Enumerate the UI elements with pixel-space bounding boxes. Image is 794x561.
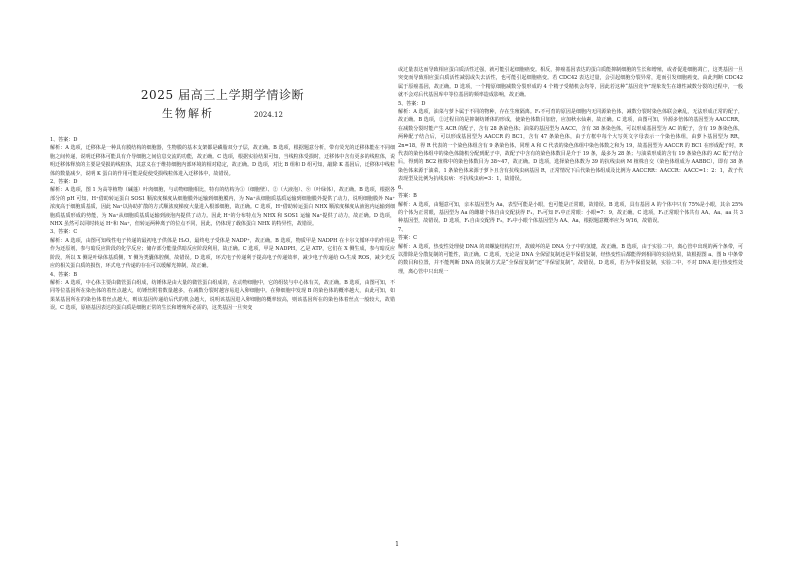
- answer-explanation: 或过量表达而导致相应蛋白质活性过强，就可能引起细胞癌变。相反，抑癌基因表达的蛋白质能抑制细胞的生长和增殖，或者促进细胞凋亡，这类基因一旦突变而导致相应蛋白质活性减弱或失去活性，也可能引起细胞癌变。若 CDC42 表达过量，会引起细胞分裂异常，进而引发细胞癌变。由此判断 CDC42 属于原癌基因，故正确。D 选项，一个精原细胞减数分裂形成的 4 个精子受精机会均等，因此若这种“基因竞争”现象发生在雄性减数分裂的过程中，一般就不会对后代基因库中等位基因的频率造成影响，故正确。: [398, 67, 743, 99]
- answer-heading: 2、答案：D: [50, 179, 78, 186]
- answer-explanation: 解析：A 选项，油菜与萝卜属于不同的物种，存在生殖隔离。F₁不可育的原因是细胞内无同源染色体，减数分裂时染色体联会紊乱，无法形成正常的配子，故正确。B 选项，②过程目的是抑制纺锤体的形成，使染色体数目加倍，应加秋水仙素，故正确。C 选项，由图可知，异源多倍体的基因型为 AACCRR，在减数分裂时能产生 ACR 的配子，含有 28 条染色体；油菜的基因型为 AACC，含有 38 条染色体，可以形成基因型为 AC 的配子，含有 19 条染色体，两种配子结合后，可以形成基因型为 AACCR 的 BC1，含有 47 条染色体，由于方框中每个大写英文字母表示一个染色体组，由萝卜基因型为 RR，2n=18，得 R 代表的一个染色体组含有 9 条染色体，同理 A 和 C 代表的染色体组中染色体数之和为 19，故基因型为 AACCR 的 BC1 在形成配子时，R 代表的染色体组中的染色体随机分配到配子中，故配子中含有的染色体数目是介于 19 条，最多为 28 条；与油菜形成的含有 19 条染色体的 AC 配子结合后，得到的 BC2 植株中的染色体数目为 38~47，故正确。D 选项，选择染色体数为 39 的抗线虫病 M 植株自交（染色体组成为 AABBC），即有 38 条染色体来源于油菜，1 条染色体来源于萝卜且含有抗线虫病基因 R，正常情况下后代染色体组成及比例为 AACCRR：AACCR：AACC=1：2：1，故子代表现型及比例为抗线虫病：不抗线虫病=3：1，故错误。: [398, 109, 743, 183]
- left-column: [50, 136, 395, 313]
- answer-heading: 1、答案：D: [50, 137, 78, 143]
- subtitle-text: 生物解析: [162, 107, 215, 120]
- right-column: [398, 66, 743, 276]
- answer-heading: 5、答案：D: [398, 100, 426, 107]
- answer-heading: 6、: [398, 184, 407, 191]
- answer-explanation: 解析：A 选项，热变性处理使 DNA 的双螺旋结构打开，故破坏的是 DNA 分子中的氢键，故正确。B 选项，由于实验二中，离心管中出现的两个条带，可以排除是分散复制的可能性，故正确。C 选项，无论是 DNA 全保留复制还是半保留复制，经热变性后都能得到相同的实验结果，故根据图 a、图 b 中条带的数目和位置，并不能判断 DNA 的复制方式是“全保留复制”还“半保留复制”，故错误。D 选项，若为半保留复制，实验二中，不对 DNA 进行热变性处理，离心管中只出现一: [398, 243, 743, 275]
- answer-explanation: 解析：A 选项，由题意可知，亲本基因型为 Aa，表型可能是小眼，也可能是正常眼，故错误。B 选项，具有基因 A 的个体中只有 75%是小眼，其余 25%的个体为正常眼，基因型为 Aa 的雌雄个体自由交配获得 F₁，F₁可知 F₁中正常眼：小眼=7：9，故正确。C 选项，F₁正常眼个体共有 AA、Aa、aa 共 3 种基因型，故错误。D 选项，F₁自由交配得 F₂，F₂中小眼个体基因型为 AA、Aa，根据题意概率应为 9/16，故错误。: [398, 201, 743, 225]
- answer-explanation: 解析：A 选项，图 1 为高等植物（碱蓬）叶肉细胞，与动物细胞相比，特有的结构为①（细胞壁）、②（大液泡）、⑨（叶绿体），故正确。B 选项，根据各部分的 pH 可知，H⁺借助转运蛋白 SOS1 顺浓度梯度从细胞膜外运输到细胞膜内，为 Na⁺从细胞质基质运输到细胞膜外提供了动力，说明细胞膜外 Na⁺浓度高于细胞质基质，因此 Na⁺以协助扩散的方式顺浓度梯度大量进入根部细胞，故正确。C 选项，H⁺借助转运蛋白 NHX 顺浓度梯度从液泡内运输到细胞质基质形成的势能，为 Na⁺从细胞质基质运输到液泡内提供了动力。因此 H⁺的分布特点为 NHX 和 SOS1 运输 Na⁺提供了动力，故正确。D 选项，NHX 虽然可以同时转运 H⁺和 Na⁺，但转运两种离子的位点不同，因此，仍体现了载体蛋白 NHX 的特异性，故错误。: [50, 187, 395, 228]
- answer-explanation: 解析：A 选项，中心体主要由微管蛋白组成，纺锤体是由大量的微管蛋白组成的，在动物细胞中，它的组装与中心体有关，故正确。B 选项，由图可知，不同等位基因所在染色体的着丝点越大，纺锤丝附着数量越多，在减数分裂时越容易进入卵细胞中。在卵细胞中发现 B 的染色体的概率越大，由此可知，如果某基因所在的染色体着丝点越大，则该基因传递给后代的机会越大，说明该基因进入卵细胞的概率较高，则该基因所在的染色体着丝点一般较大，故错误。C 选项，原癌基因表达的蛋白质是细胞正常的生长和增殖所必需的，这类基因一旦突变: [50, 279, 395, 312]
- answer-explanation: 解析：A 选项，迁移体是一种具有膜结构的细胞器，生物膜的基本支架都是磷脂双分子层，故正确。B 选项，根据题意分析，带有荧光的迁移体能在不同细胞之间传递，说明迁移体可能具有介导细胞之间信息交流的功能，故正确。C 选项，根据实验结果可知，当线粒体受损时，迁移体中含有更多的线粒体，说明迁移体释放的主要是受损的线粒体，其意义在于维持细胞内部环境的相对稳定，故正确。D 选项，对比 B 组和 D 组可知，敲除 K 基因后，迁移体中线粒体的数量减少，说明 K 蛋白的作用可能是促使受损线粒体进入迁移体中，故错误。: [50, 145, 395, 177]
- date-text: 2024.12: [254, 111, 283, 119]
- answer-explanation: 解析：A 选项，由图可知线性电子传递的最初电子供体是 H₂O，最终电子受体是 NADP⁺，故正确。B 选项，物质甲是 NADPH 在卡尔文循环中的作用是作为还原剂，参与暗反应阶段的化学反应；储存部分能量供暗反应阶段利用，故正确。C 选项，甲是 NADPH，乙是 ATP，它们在 X 侧生成，参与暗反应阶段，所以 X 侧是叶绿体基质侧，Y 侧为类囊体腔侧，故错误。D 选项，环式电子传递利于提高电子传递效率，减少电子传递给 O₂生成 ROS，减少光反应的相关蛋白质的损伤，环式电子传递的存在可以缓解光抑制，故正确。: [50, 237, 395, 270]
- answer-heading: 4、答案：B: [50, 271, 78, 278]
- answer-heading: 7、: [398, 226, 407, 233]
- answer-heading: 3、答案：C: [50, 229, 78, 236]
- page-subtitle: [50, 105, 395, 121]
- page-number: 1: [395, 541, 399, 548]
- answer-heading: 答案：C: [398, 235, 418, 242]
- page-title: 2025 届高三上学期学情诊断: [140, 88, 305, 102]
- answer-heading: 答案：B: [398, 193, 417, 200]
